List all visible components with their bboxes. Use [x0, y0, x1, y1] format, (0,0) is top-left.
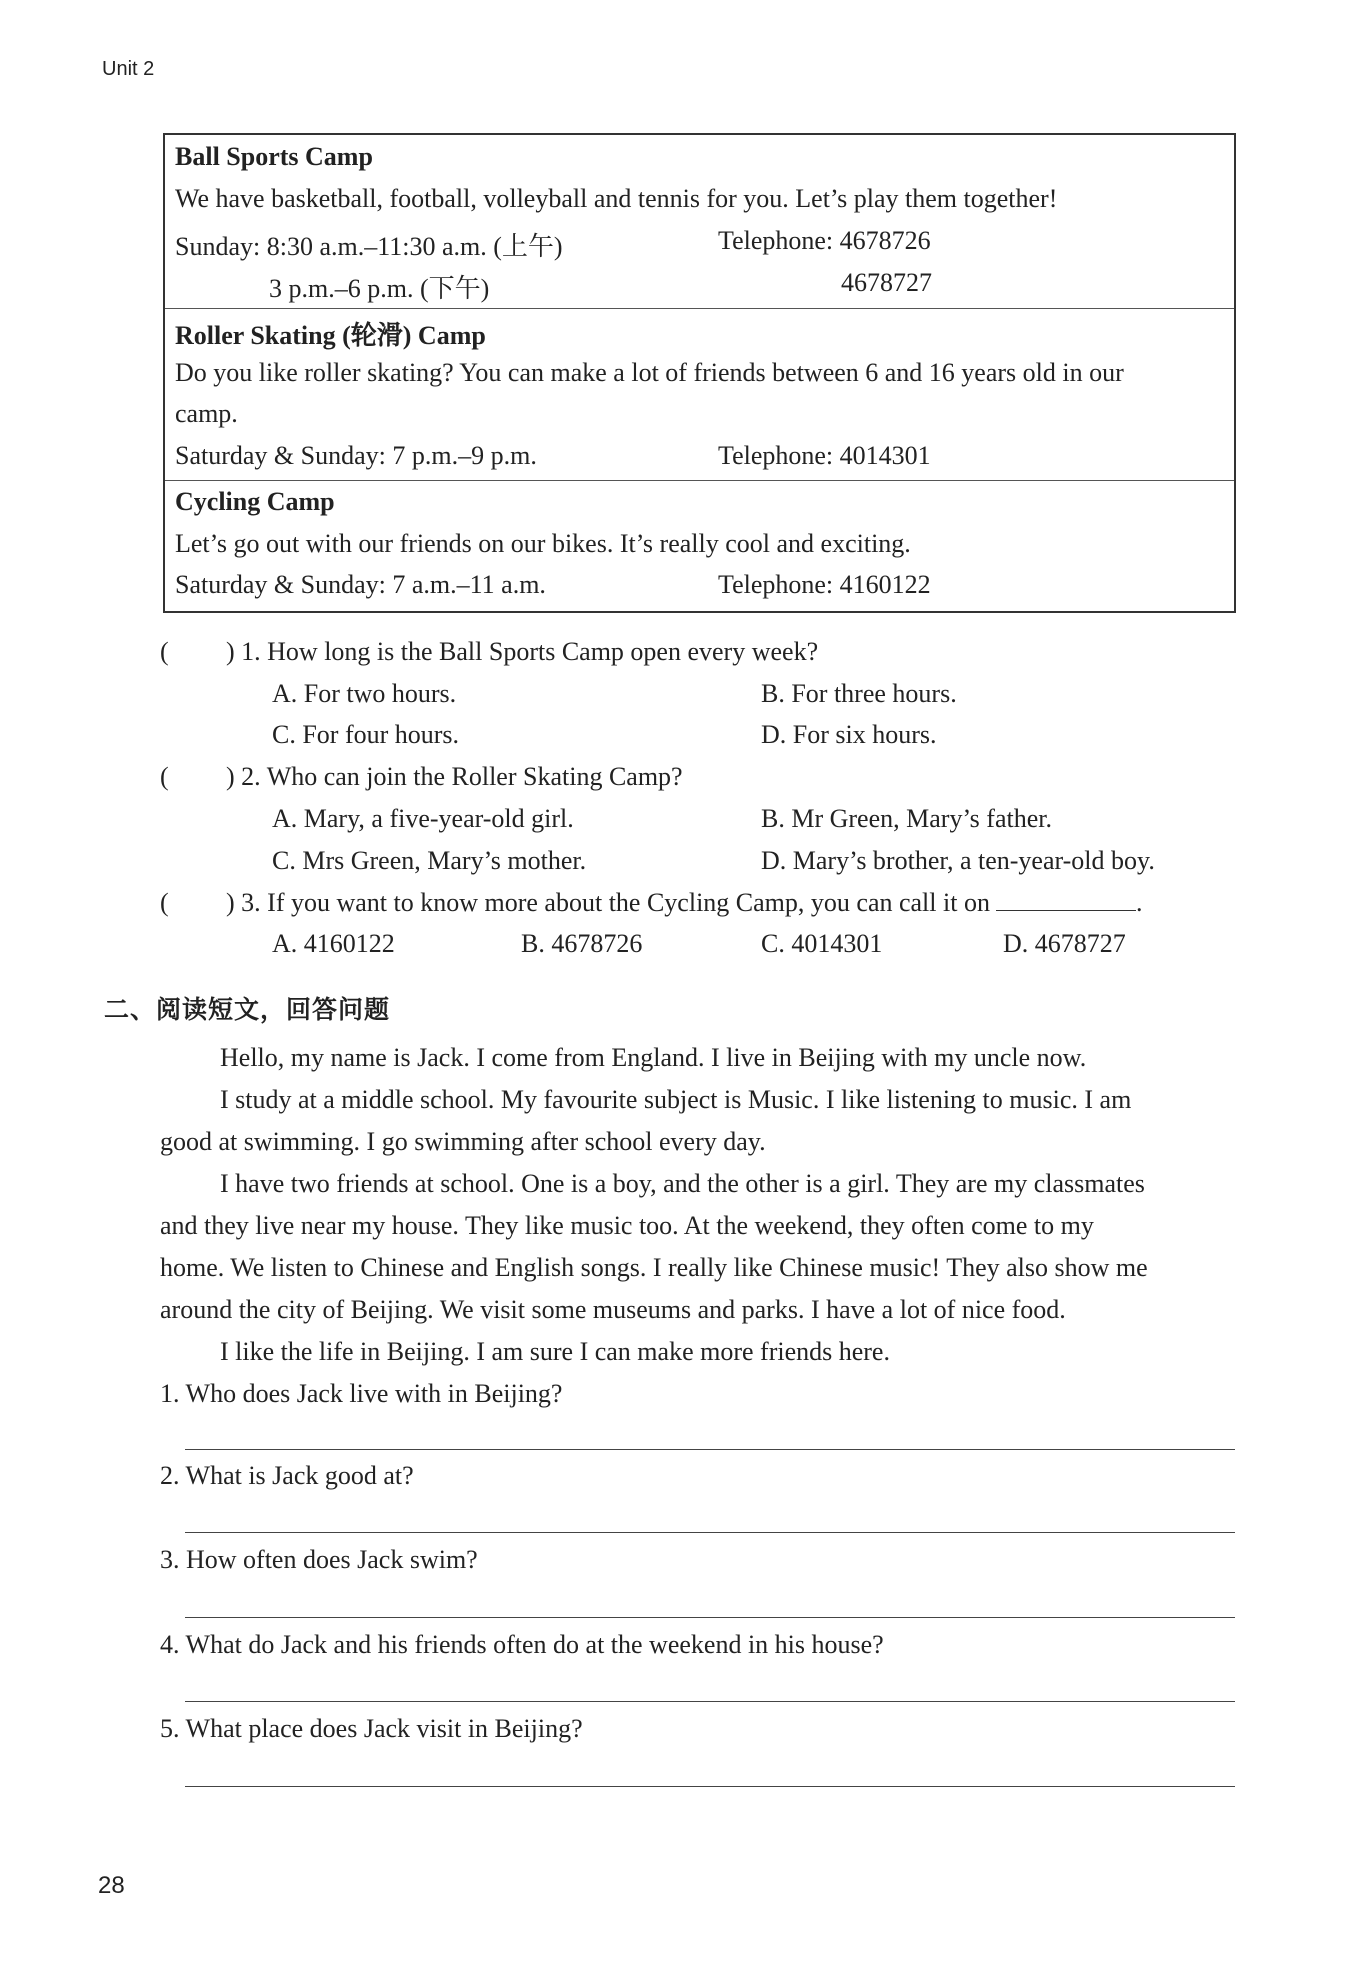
camp-telephone: Telephone: 4678726: [718, 226, 931, 255]
camp-description: We have basketball, football, volleyball and tennis for you. Let’s play them together!: [175, 184, 1058, 213]
camp-title: Ball Sports Camp: [175, 142, 373, 171]
camp-time: 3 p.m.–6 p.m. (下午): [269, 274, 490, 303]
question-stem-text: ) 3. If you want to know more about the Cycling Camp, you can call it on: [226, 888, 990, 917]
option-b: B. Mr Green, Mary’s father.: [761, 804, 1052, 833]
unit-label: Unit 2: [102, 58, 155, 80]
answer-line[interactable]: [185, 1786, 1235, 1787]
passage-line: and they live near my house. They like music too. At the weekend, they often come to my: [160, 1211, 1094, 1240]
question-stem-end: .: [1135, 888, 1143, 917]
answer-line[interactable]: [185, 1532, 1235, 1533]
passage-line: good at swimming. I go swimming after school every day.: [160, 1127, 766, 1156]
passage-line: I like the life in Beijing. I am sure I can make more friends here.: [220, 1337, 890, 1366]
option-d: D. 4678727: [1003, 929, 1126, 958]
passage-line: I study at a middle school. My favourite subject is Music. I like listening to music. I am: [220, 1085, 1132, 1114]
camps-info-table: [163, 133, 1236, 613]
answer-line[interactable]: [185, 1449, 1235, 1450]
ball-sports-camp-section: [165, 135, 1234, 309]
option-b: B. For three hours.: [761, 679, 957, 708]
question: 4. What do Jack and his friends often do at the weekend in his house?: [160, 1630, 884, 1659]
option-c: C. 4014301: [761, 929, 883, 958]
camp-description: Let’s go out with our friends on our bikes. It’s really cool and exciting.: [175, 529, 911, 558]
passage-line: around the city of Beijing. We visit some museums and parks. I have a lot of nice food.: [160, 1295, 1066, 1324]
fill-blank[interactable]: [996, 909, 1136, 911]
answer-line[interactable]: [185, 1701, 1235, 1702]
roller-skating-camp-section: [165, 309, 1234, 481]
camp-time: Sunday: 8:30 a.m.–11:30 a.m. (上午): [175, 232, 563, 261]
question: 2. What is Jack good at?: [160, 1461, 414, 1490]
answer-paren[interactable]: (: [160, 637, 169, 666]
cycling-camp-section: [165, 481, 1234, 613]
question-stem: ) 1. How long is the Ball Sports Camp open every week?: [226, 637, 819, 666]
camp-description: camp.: [175, 399, 238, 428]
question-stem: [226, 888, 1142, 918]
question-stem: ) 2. Who can join the Roller Skating Camp?: [226, 762, 683, 791]
option-c: C. Mrs Green, Mary’s mother.: [272, 846, 587, 875]
camp-time: Saturday & Sunday: 7 a.m.–11 a.m.: [175, 570, 546, 599]
camp-title: Cycling Camp: [175, 487, 335, 516]
camp-time: Saturday & Sunday: 7 p.m.–9 p.m.: [175, 441, 537, 470]
option-a: A. Mary, a five-year-old girl.: [272, 804, 574, 833]
answer-line[interactable]: [185, 1617, 1235, 1618]
option-d: D. For six hours.: [761, 720, 937, 749]
option-b: B. 4678726: [521, 929, 643, 958]
option-a: A. For two hours.: [272, 679, 457, 708]
answer-paren[interactable]: (: [160, 762, 169, 791]
page-number: 28: [98, 1872, 125, 1899]
question: 3. How often does Jack swim?: [160, 1545, 478, 1574]
camp-title: Roller Skating (轮滑) Camp: [175, 321, 486, 350]
camp-telephone: Telephone: 4014301: [718, 441, 931, 470]
option-c: C. For four hours.: [272, 720, 460, 749]
passage-line: Hello, my name is Jack. I come from England. I live in Beijing with my uncle now.: [220, 1043, 1087, 1072]
camp-telephone: Telephone: 4160122: [718, 570, 931, 599]
camp-description: Do you like roller skating? You can make a lot of friends between 6 and 16 years old in our: [175, 358, 1124, 387]
passage-line: I have two friends at school. One is a boy, and the other is a girl. They are my classmates: [220, 1169, 1145, 1198]
option-a: A. 4160122: [272, 929, 395, 958]
question: 5. What place does Jack visit in Beijing?: [160, 1714, 583, 1743]
question: 1. Who does Jack live with in Beijing?: [160, 1379, 563, 1408]
camp-telephone: 4678727: [841, 268, 932, 297]
passage-line: home. We listen to Chinese and English songs. I really like Chinese music! They also show me: [160, 1253, 1148, 1282]
section-title: 二、阅读短文，回答问题: [104, 995, 391, 1024]
answer-paren[interactable]: (: [160, 888, 169, 917]
option-d: D. Mary’s brother, a ten-year-old boy.: [761, 846, 1155, 875]
